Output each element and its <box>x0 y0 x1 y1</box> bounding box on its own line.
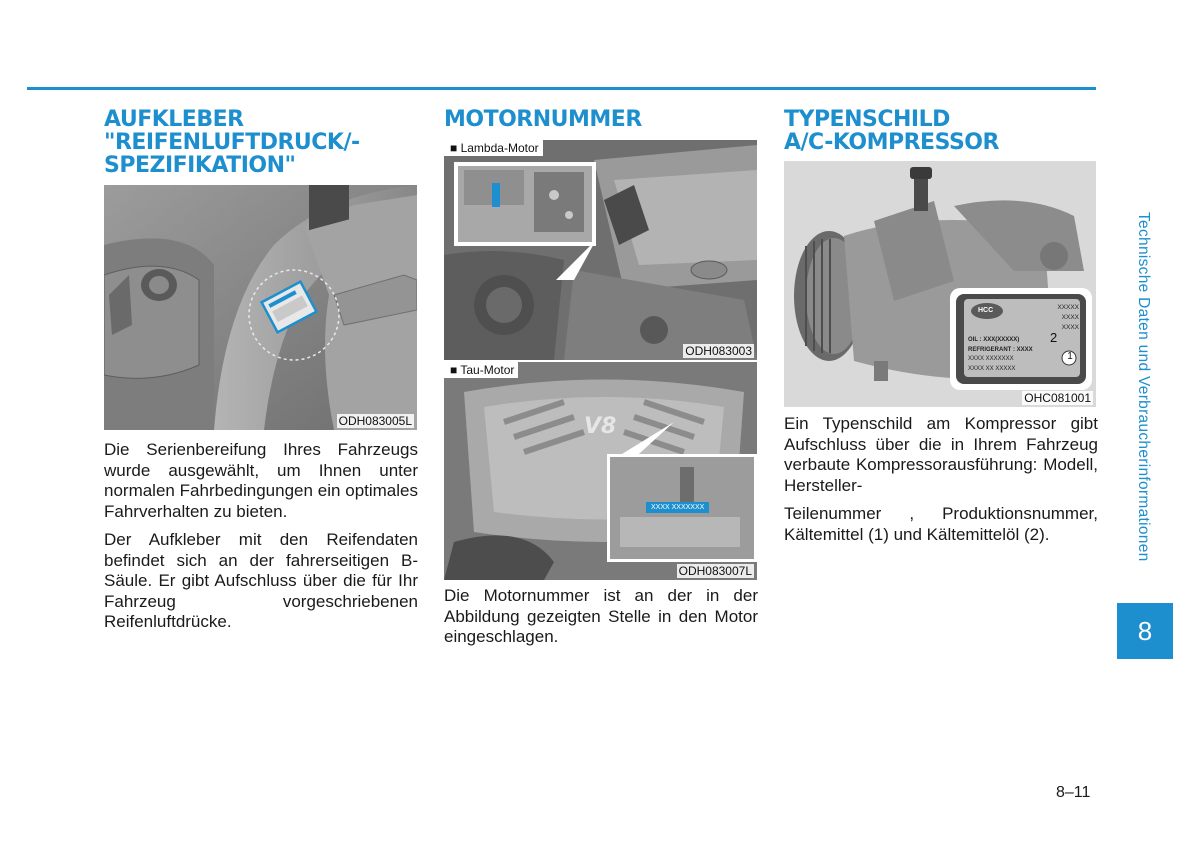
engine-number-section <box>444 108 758 648</box>
label-line: REFRIGERANT : XXXX <box>968 346 1033 353</box>
compressor-label-specs <box>968 336 1078 374</box>
tire-heading-line-2: "REIFENLUFTDRUCK/- <box>104 130 360 155</box>
compressor-heading-line-1: TYPENSCHILD <box>784 107 950 132</box>
tau-engine-illustration <box>444 362 757 580</box>
tire-heading-line-1: AUFKLEBER <box>104 107 244 132</box>
v8-badge: V8 <box>584 414 617 439</box>
compressor-label-text <box>989 303 1079 333</box>
callout-1: 1 <box>1067 351 1073 362</box>
label-line: XXXX XXXXXXX <box>968 356 1014 362</box>
engine-paragraph: Die Motornummer ist an der in der Abbildung gezeigten Stelle in den Motor eingeschlagen. <box>444 586 758 646</box>
top-rule <box>27 87 1096 90</box>
compressor-illustration <box>784 161 1096 407</box>
compressor-paragraph-2: Teilenummer , Produktionsnummer, Kältemittel (1) und Kältemittelöl (2). <box>784 504 1098 544</box>
tire-label-section <box>104 108 418 633</box>
tire-label-heading <box>104 108 418 177</box>
figure-code: OHC081001 <box>1024 391 1091 405</box>
tau-engine-tag: ■ Tau-Motor <box>444 362 518 378</box>
tire-paragraph-2: Der Aufkleber mit den Reifendaten befindet sich an der fahrerseitigen B-Säule. Er gibt Aufschluss über die für Ihr Fahrzeug vorgeschriebenen Reifenluftdrücke. <box>104 530 418 631</box>
page-number: 8–11 <box>1056 784 1091 801</box>
figure-code: ODH083007L <box>678 564 752 578</box>
figure-code: ODH083003 <box>685 344 752 358</box>
callout-2: 2 <box>1050 330 1058 345</box>
engine-number-callout <box>607 454 757 562</box>
compressor-section <box>784 108 1098 545</box>
b-pillar-drawing <box>104 185 417 430</box>
tire-paragraph-1: Die Serienbereifung Ihres Fahrzeugs wurde ausgewählt, um Ihnen unter normalen Fahrbedingungen ein optimales Fahrverhalten zu bieten. <box>104 440 418 521</box>
compressor-paragraph-1: Ein Typenschild am Kompressor gibt Aufschluss über die in Ihrem Fahrzeug verbaute Kompressorausführung: Modell, Hersteller- <box>784 414 1098 495</box>
compressor-heading <box>784 108 1098 154</box>
label-line: OIL : XXX(XXXXX) <box>968 337 1020 343</box>
engine-number-heading: MOTORNUMMER <box>444 107 642 132</box>
label-line: XXXX <box>1061 314 1079 321</box>
engine-number-plate: XXXX XXXXXXX <box>646 502 709 513</box>
lambda-engine-tag: ■ Lambda-Motor <box>444 140 543 156</box>
label-line: XXXX <box>1061 324 1079 331</box>
hcc-logo: HCC <box>978 307 994 314</box>
lambda-engine-illustration <box>444 140 757 360</box>
lambda-engine-drawing <box>444 140 757 360</box>
section-title: Technische Daten und Verbraucherinformationen <box>1135 212 1152 562</box>
figure-code: ODH083005L <box>338 414 412 428</box>
chapter-tab: 8 <box>1117 603 1173 659</box>
compressor-heading-line-2: A/C-KOMPRESSOR <box>784 130 999 155</box>
label-line: XXXXX <box>1057 304 1079 311</box>
tire-label-illustration <box>104 185 417 430</box>
label-line: XXXX XX XXXXX <box>968 365 1016 372</box>
tire-heading-line-3: SPEZIFIKATION" <box>104 153 296 178</box>
